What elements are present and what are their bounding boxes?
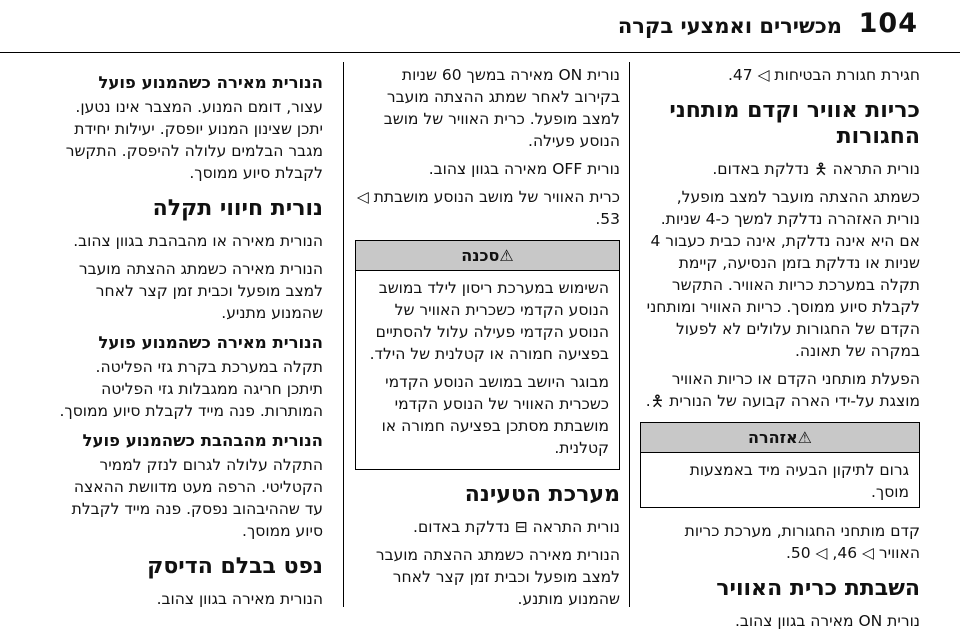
paragraph: הנורית מאירה בגוון צהוב. bbox=[156, 590, 323, 608]
paragraph: נורית התראה 🯅 נדלקת באדום. bbox=[712, 160, 920, 178]
paragraph: התקלה עלולה לגרום לנזק לממיר הקטליטי. הרפה מעט מדוושת ההאצה עד שההיבהוב נפסק. פנה מייד לקבלת סיוע ממוסך. bbox=[71, 456, 323, 540]
danger-title: סכנה bbox=[461, 246, 500, 265]
warning-triangle-icon: ⚠ bbox=[499, 246, 514, 265]
paragraph: הנורית מאירה או מהבהבת בגוון צהוב. bbox=[73, 232, 323, 250]
column-left bbox=[58, 64, 323, 634]
warning-triangle-icon: ⚠ bbox=[797, 428, 812, 447]
column-middle bbox=[355, 64, 620, 634]
danger-box bbox=[355, 240, 620, 470]
paragraph: השימוש במערכת ריסון לילד במושב הנוסע הקדמי כשכרית האוויר של הנוסע הקדמי פעילה עלול להסתיים בפציעה חמורה או קטלנית של הילד. bbox=[369, 279, 609, 363]
paragraph: הנורית מאירה כשמתג ההצתה מועבר למצב מופעל וכבית זמן קצר לאחר שהמנוע מותנע. bbox=[375, 546, 620, 608]
section-heading-airbag-deactivation: השבתת כרית האוויר bbox=[716, 576, 920, 601]
paragraph: חגירת חגורת הבטיחות ◁ 47. bbox=[727, 66, 920, 84]
warning-box bbox=[640, 422, 920, 508]
chapter-title: מכשירים ואמצעי בקרה bbox=[617, 14, 842, 38]
paragraph: כרית האוויר של מושב הנוסע מושבתת ◁ 53. bbox=[356, 188, 620, 228]
subheading: הנורית מהבהבת כשהמנוע פועל bbox=[82, 431, 323, 450]
subheading: הנורית מאירה כשהמנוע פועל bbox=[98, 333, 323, 352]
section-heading-brake: נפט בבלם הדיסק bbox=[147, 554, 323, 579]
paragraph: מבוגר היושב במושב הנוסע הקדמי כשכרית האוויר של הנוסע הקדמי מושבתת מסתכן בפציעה חמורה או קטלנית. bbox=[381, 373, 609, 457]
paragraph: נורית ON מאירה במשך 60 שניות בקירוב לאחר שמתג ההצתה מועבר למצב מופעל. כרית האוויר של מושב הנוסע פעילה. bbox=[383, 66, 620, 150]
section-heading-airbags: כריות אוויר וקדם מותחני החגורות bbox=[669, 98, 920, 149]
warning-title: אזהרה bbox=[747, 428, 798, 447]
section-heading-malfunction-indicator: נורית חיווי תקלה bbox=[152, 196, 323, 221]
paragraph: קדם מותחני החגורות, מערכת כריות האוויר ◁ 46, ◁ 50. bbox=[684, 522, 920, 562]
section-heading-charging-system: מערכת הטעינה bbox=[464, 482, 620, 507]
column-right bbox=[640, 64, 920, 634]
paragraph: תקלה במערכת בקרת גזי הפליטה. תיתכן חריגה ממגבלות גזי הפליטה המותרות. פנה מייד לקבלת סיוע ממוסך. bbox=[59, 358, 323, 420]
warning-box-body: גרום לתיקון הבעיה מיד באמצעות מוסך. bbox=[689, 461, 909, 501]
warning-box-header bbox=[641, 423, 919, 453]
page-number: 104 bbox=[858, 8, 918, 39]
paragraph: נורית התראה ⊟ נדלקת באדום. bbox=[413, 518, 620, 536]
paragraph: עצור, דומם המנוע. המצבר אינו נטען. יתכן שצינון המנוע יופסק. יעילות יחידת מגבר הבלמים עלולה להיפסק. התקשר לקבלת סיוע ממוסך. bbox=[65, 98, 323, 182]
paragraph: נורית ON מאירה בגוון צהוב. bbox=[734, 612, 920, 630]
danger-box-body bbox=[356, 271, 619, 469]
subheading: הנורית מאירה כשהמנוע פועל bbox=[98, 73, 323, 92]
page-header bbox=[0, 0, 960, 53]
danger-box-header bbox=[356, 241, 619, 271]
paragraph: כשמתג ההצתה מועבר למצב מופעל, נורית האזהרה נדלקת למשך כ-4 שניות. אם היא אינה נדלקת, אינה כבית כעבור 4 שניות או נדלקת בזמן הנסיעה, קיימת תקלה במערכת כריות האוויר. התקשר לקבלת סיוע ממוסך. כריות האוויר ומותחני הקדם של החגורות עלולים לא לפעול במקרה של תאונה. bbox=[646, 188, 920, 360]
paragraph: נורית OFF מאירה בגוון צהוב. bbox=[428, 160, 620, 178]
column-divider bbox=[343, 62, 344, 607]
paragraph: הנורית מאירה כשמתג ההצתה מועבר למצב מופעל וכבית זמן קצר לאחר שהמנוע מתניע. bbox=[78, 260, 323, 322]
column-divider bbox=[629, 62, 630, 607]
paragraph: הפעלת מותחני הקדם או כריות האוויר מוצגת על-ידי הארה קבועה של הנורית 🯅. bbox=[645, 370, 920, 410]
